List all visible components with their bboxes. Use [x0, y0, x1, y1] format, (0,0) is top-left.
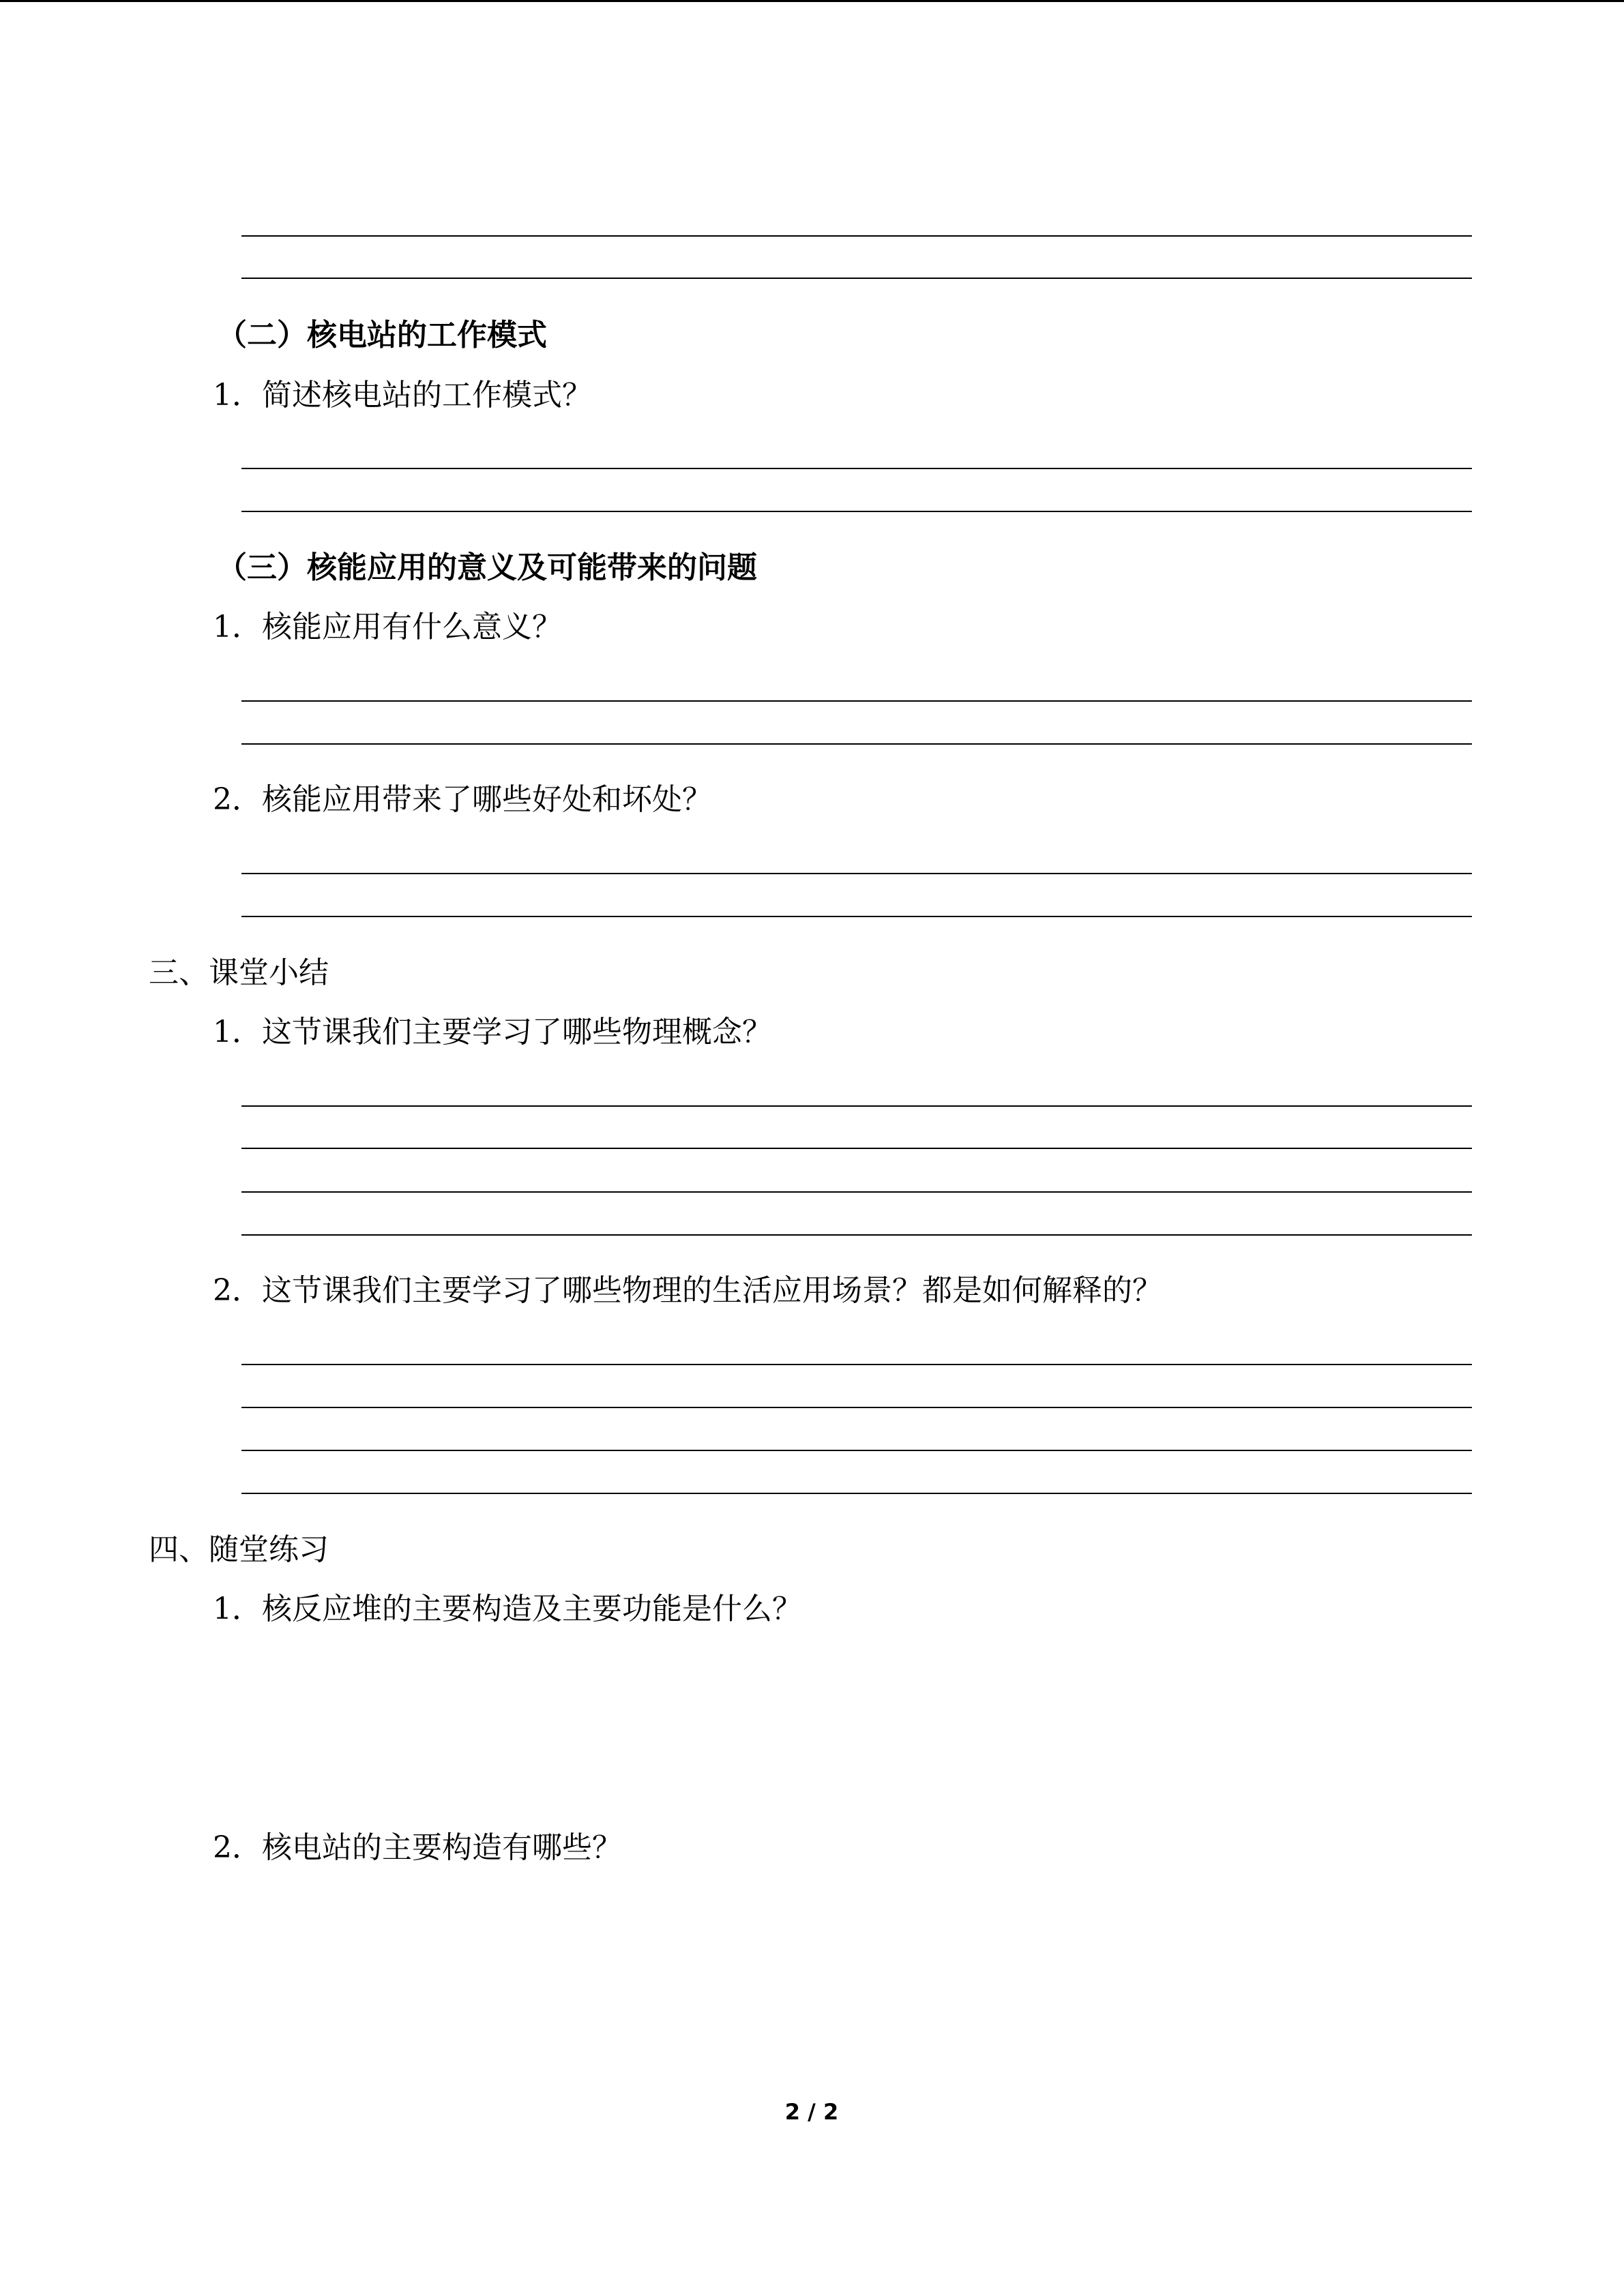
answer-line[interactable] [241, 1407, 1472, 1408]
answer-line[interactable] [241, 1148, 1472, 1149]
section-heading-summary: 三、课堂小结 [149, 955, 329, 990]
answer-line[interactable] [241, 235, 1472, 237]
answer-line[interactable] [241, 743, 1472, 745]
section-heading-practice: 四、随堂练习 [149, 1532, 329, 1567]
answer-line[interactable] [241, 278, 1472, 279]
answer-line[interactable] [241, 1364, 1472, 1365]
answer-line[interactable] [241, 1105, 1472, 1107]
question-work-mode: 1．简述核电站的工作模式？ [213, 378, 592, 413]
page-number: 2 / 2 [784, 2099, 839, 2125]
answer-line[interactable] [241, 1191, 1472, 1193]
answer-line[interactable] [241, 511, 1472, 512]
answer-line[interactable] [241, 1234, 1472, 1236]
answer-line[interactable] [241, 1493, 1472, 1494]
question-significance: 1．核能应用有什么意义？ [213, 610, 562, 644]
answer-line[interactable] [241, 1450, 1472, 1451]
section-heading-significance: （三）核能应用的意义及可能带来的问题 [217, 550, 757, 585]
section-heading-work-mode: （二）核电站的工作模式 [217, 318, 547, 353]
question-plant-structure: 2．核电站的主要构造有哪些？ [213, 1830, 622, 1865]
question-pros-cons: 2．核能应用带来了哪些好处和坏处？ [213, 782, 712, 817]
page-top-border [0, 0, 1624, 2]
question-concepts: 1．这节课我们主要学习了哪些物理概念？ [213, 1015, 772, 1049]
question-reactor-structure: 1．核反应堆的主要构造及主要功能是什么？ [213, 1592, 802, 1626]
answer-line[interactable] [241, 700, 1472, 702]
question-applications: 2．这节课我们主要学习了哪些物理的生活应用场景？都是如何解释的？ [213, 1273, 1162, 1308]
answer-line[interactable] [241, 873, 1472, 874]
answer-line[interactable] [241, 916, 1472, 917]
answer-line[interactable] [241, 468, 1472, 469]
